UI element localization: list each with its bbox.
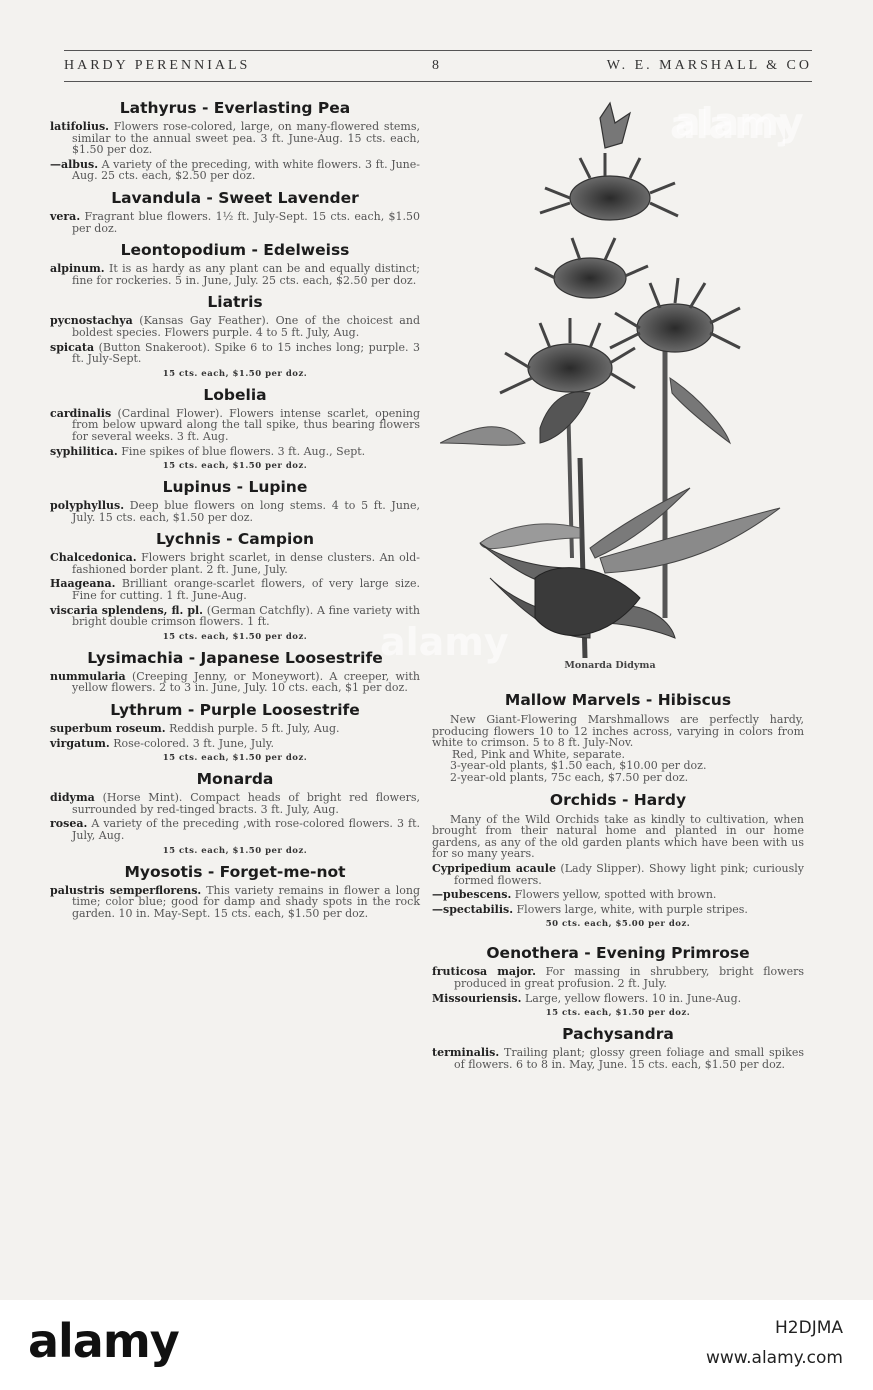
plant-section xyxy=(50,188,420,234)
plant-entry xyxy=(50,792,420,815)
variety-description: (Button Snakeroot). Spike 6 to 15 inches long; purple. 3 ft. July-Sept. xyxy=(72,340,420,366)
header-section-title: HARDY PERENNIALS xyxy=(64,58,251,73)
section-title: Liatris xyxy=(207,293,263,312)
variety-description: Fine spikes of blue flowers. 3 ft. Aug., Sept. xyxy=(117,444,366,458)
site-url: www.alamy.com xyxy=(705,1348,843,1368)
section-orchids xyxy=(432,790,804,930)
variety-line: Red, Pink and White, separate. xyxy=(452,747,626,761)
section-oenothera xyxy=(432,943,804,1018)
variety-name: —spectabilis. xyxy=(432,902,514,916)
plant-section xyxy=(50,477,420,523)
header-publisher: W. E. MARSHALL & CO xyxy=(606,58,812,73)
plant-entry xyxy=(50,408,420,443)
variety-description: It is as hardy as any plant can be and equally distinct; fine for rockeries. 5 in. June, July. 25 cts. each, $2.50 per doz. xyxy=(72,262,420,287)
watermark: alamy xyxy=(675,100,804,144)
variety-name: Cypripedium acaule xyxy=(432,861,556,875)
plant-section xyxy=(50,385,420,471)
variety-description: (Horse Mint). Compact heads of bright red flowers, surrounded by red-tinged bracts. 3 ft. July, Aug. xyxy=(72,791,420,816)
variety-description: (Kansas Gay Feather). One of the choicest and boldest species. Flowers purple. 4 to 5 ft. July, Aug. xyxy=(72,314,420,339)
variety-name: palustris semperflorens. xyxy=(50,883,202,897)
section-title: Orchids - Hardy xyxy=(549,790,687,809)
variety-description: A variety of the preceding, with white flowers. 3 ft. June-Aug. 25 cts. each, $2.50 per doz. xyxy=(72,157,420,183)
plant-entry xyxy=(50,500,420,523)
plant-entry xyxy=(50,342,420,365)
variety-name: didyma xyxy=(50,791,95,805)
variety-description: Flowers large, white, with purple stripes. xyxy=(513,902,748,916)
section-hibiscus xyxy=(432,690,804,784)
page-number: 8 xyxy=(432,58,442,73)
section-title: Lobelia xyxy=(203,385,267,404)
variety-name: fruticosa major. xyxy=(432,965,536,979)
section-title: Lavandula - Sweet Lavender xyxy=(111,188,359,207)
variety-description: Brilliant orange-scarlet flowers, of very large size. Fine for cutting. 1 ft. June-Aug. xyxy=(72,577,420,603)
section-title: Lathyrus - Everlasting Pea xyxy=(119,99,351,117)
plant-section xyxy=(50,240,420,286)
variety-description: (Creeping Jenny, or Moneywort). A creeper, with yellow flowers. 2 to 3 in. June, July. 10 cts. each, $1 per doz. xyxy=(72,669,420,695)
plant-section xyxy=(50,769,420,855)
plant-entry xyxy=(50,605,420,628)
plant-entry xyxy=(432,889,804,901)
plant-section xyxy=(50,700,420,763)
plant-entry xyxy=(50,738,420,750)
plant-section xyxy=(50,292,420,378)
price-note: 15 cts. each, $1.50 per doz. xyxy=(162,461,308,472)
plant-entry xyxy=(50,885,420,920)
section-intro: Many of the Wild Orchids take as kindly to cultivation, when brought from their natural home and planted in our home gardens, as any of the old garden plants which have been with us for so many years. xyxy=(432,812,804,861)
plant-entry xyxy=(50,263,420,286)
variety-name: —albus. xyxy=(50,157,99,171)
price-line: 3-year-old plants, $1.50 each, $10.00 per doz. xyxy=(450,759,707,773)
plant-entry xyxy=(50,315,420,338)
left-column xyxy=(50,98,420,925)
plant-entry xyxy=(432,966,804,989)
price-note: 15 cts. each, $1.50 per doz. xyxy=(545,1008,691,1019)
variety-name: vera. xyxy=(50,209,81,223)
plant-section xyxy=(50,862,420,920)
section-pachysandra xyxy=(432,1024,804,1070)
plant-entry xyxy=(50,818,420,841)
plant-entry xyxy=(50,578,420,601)
section-title: Lysimachia - Japanese Loosestrife xyxy=(87,648,383,667)
section-title: Leontopodium - Edelweiss xyxy=(120,241,350,260)
plant-entry xyxy=(432,1047,804,1070)
variety-description: (Lady Slipper). Showy light pink; curiously formed flowers. xyxy=(454,861,804,887)
variety-name: Haageana. xyxy=(50,577,116,591)
variety-description: Flowers bright scarlet, in dense clusters. An old-fashioned border plant. 2 ft. June, July. xyxy=(72,551,420,576)
image-id: H2DJMA xyxy=(775,1318,843,1338)
running-header xyxy=(64,50,812,82)
variety-name: nummularia xyxy=(50,669,126,683)
variety-description: Deep blue flowers on long stems. 4 to 5 ft. June, July. 15 cts. each, $1.50 per doz. xyxy=(72,499,420,524)
alamy-logo: alamy xyxy=(28,1314,179,1368)
plant-entry xyxy=(50,211,420,234)
section-title: Myosotis - Forget-me-not xyxy=(124,862,346,881)
price-note: 15 cts. each, $1.50 per doz. xyxy=(162,631,308,642)
section-title: Lupinus - Lupine xyxy=(162,478,308,497)
watermark-text: alam xyxy=(670,103,774,147)
variety-description: This variety remains in flower a long time; color blue; good for damp and shady spots in the rock garden. 10 in. May-Sept. 15 cts. each, $1.50 per doz. xyxy=(72,883,420,920)
variety-name: Missouriensis. xyxy=(432,991,522,1005)
section-title: Lythrum - Purple Loosestrife xyxy=(110,701,360,720)
section-title: Monarda xyxy=(196,770,274,789)
variety-description: Large, yellow flowers. 10 in. June-Aug. xyxy=(521,991,742,1005)
variety-name: terminalis. xyxy=(432,1046,500,1060)
plant-section xyxy=(50,529,420,642)
plant-section xyxy=(50,648,420,694)
price-note: 50 cts. each, $5.00 per doz. xyxy=(545,919,691,930)
plant-entry xyxy=(432,904,804,916)
section-title: Lychnis - Campion xyxy=(155,530,315,549)
variety-description: Trailing plant; glossy green foliage and small spikes of flowers. 6 to 8 in. May, June. 15 cts. each, $1.50 per doz. xyxy=(454,1046,804,1071)
plant-drawing xyxy=(440,98,785,658)
variety-description: Rose-colored. 3 ft. June, July. xyxy=(109,736,275,750)
variety-name: syphilitica. xyxy=(50,444,118,458)
stock-footer xyxy=(0,1300,873,1390)
variety-description: Fragrant blue flowers. 1½ ft. July-Sept. 15 cts. each, $1.50 per doz. xyxy=(72,209,420,235)
variety-description: (German Catchfly). A fine variety with bright double crimson flowers. 1 ft. xyxy=(72,603,421,629)
variety-description: Flowers rose-colored, large, on many-flowered stems, similar to the annual sweet pea. 3 ft. June-Aug. 15 cts. each, $1.50 per doz. xyxy=(72,120,420,157)
plant-entry xyxy=(50,446,420,458)
price-note: 15 cts. each, $1.50 per doz. xyxy=(162,368,308,379)
plant-entry xyxy=(50,552,420,575)
plant-section xyxy=(50,98,420,182)
section-intro: New Giant-Flowering Marshmallows are perfectly hardy, producing flowers 10 to 12 inches across, varying in colors from white to crimson. 5 to 8 ft. July-Nov. xyxy=(432,713,804,750)
variety-description: For massing in shrubbery, bright flowers produced in great profusion. 2 ft. July. xyxy=(454,965,805,990)
right-column xyxy=(432,690,804,1076)
plant-entry xyxy=(50,671,420,694)
variety-name: viscaria splendens, fl. pl. xyxy=(50,603,204,617)
variety-name: polyphyllus. xyxy=(50,499,125,513)
variety-description: Flowers yellow, spotted with brown. xyxy=(511,888,717,902)
variety-name: rosea. xyxy=(50,817,88,831)
monarda-illustration xyxy=(440,98,785,658)
variety-description: A variety of the preceding ,with rose-colored flowers. 3 ft. July, Aug. xyxy=(72,817,420,842)
plant-entry xyxy=(50,159,420,182)
price-note: 15 cts. each, $1.50 per doz. xyxy=(162,845,308,856)
variety-name: —pubescens. xyxy=(432,888,512,902)
variety-name: latifolius. xyxy=(50,120,110,133)
plant-entry xyxy=(50,723,420,735)
watermark: alamy xyxy=(380,620,509,664)
plant-entry xyxy=(432,863,804,886)
illustration-caption: Monarda Didyma xyxy=(564,660,656,671)
plant-entry xyxy=(50,121,420,156)
variety-name: pycnostachya xyxy=(50,314,133,328)
price-line: 2-year-old plants, 75c each, $7.50 per doz. xyxy=(450,770,689,784)
variety-name: virgatum. xyxy=(50,736,110,750)
plant-entry xyxy=(432,993,804,1005)
variety-description: Reddish purple. 5 ft. July, Aug. xyxy=(165,722,340,736)
variety-name: alpinum. xyxy=(50,262,105,276)
section-title: Oenothera - Evening Primrose xyxy=(486,944,750,963)
section-title: Mallow Marvels - Hibiscus xyxy=(504,691,732,709)
variety-name: superbum roseum. xyxy=(50,722,166,736)
variety-name: spicata xyxy=(50,340,95,354)
price-note: 15 cts. each, $1.50 per doz. xyxy=(162,753,308,764)
variety-name: Chalcedonica. xyxy=(50,551,137,565)
section-title: Pachysandra xyxy=(562,1025,674,1044)
variety-description: (Cardinal Flower). Flowers intense scarlet, opening from below upward along the tall spike, thus bearing flowers for several weeks. 3 ft. Aug. xyxy=(72,406,420,443)
variety-name: cardinalis xyxy=(50,406,112,420)
